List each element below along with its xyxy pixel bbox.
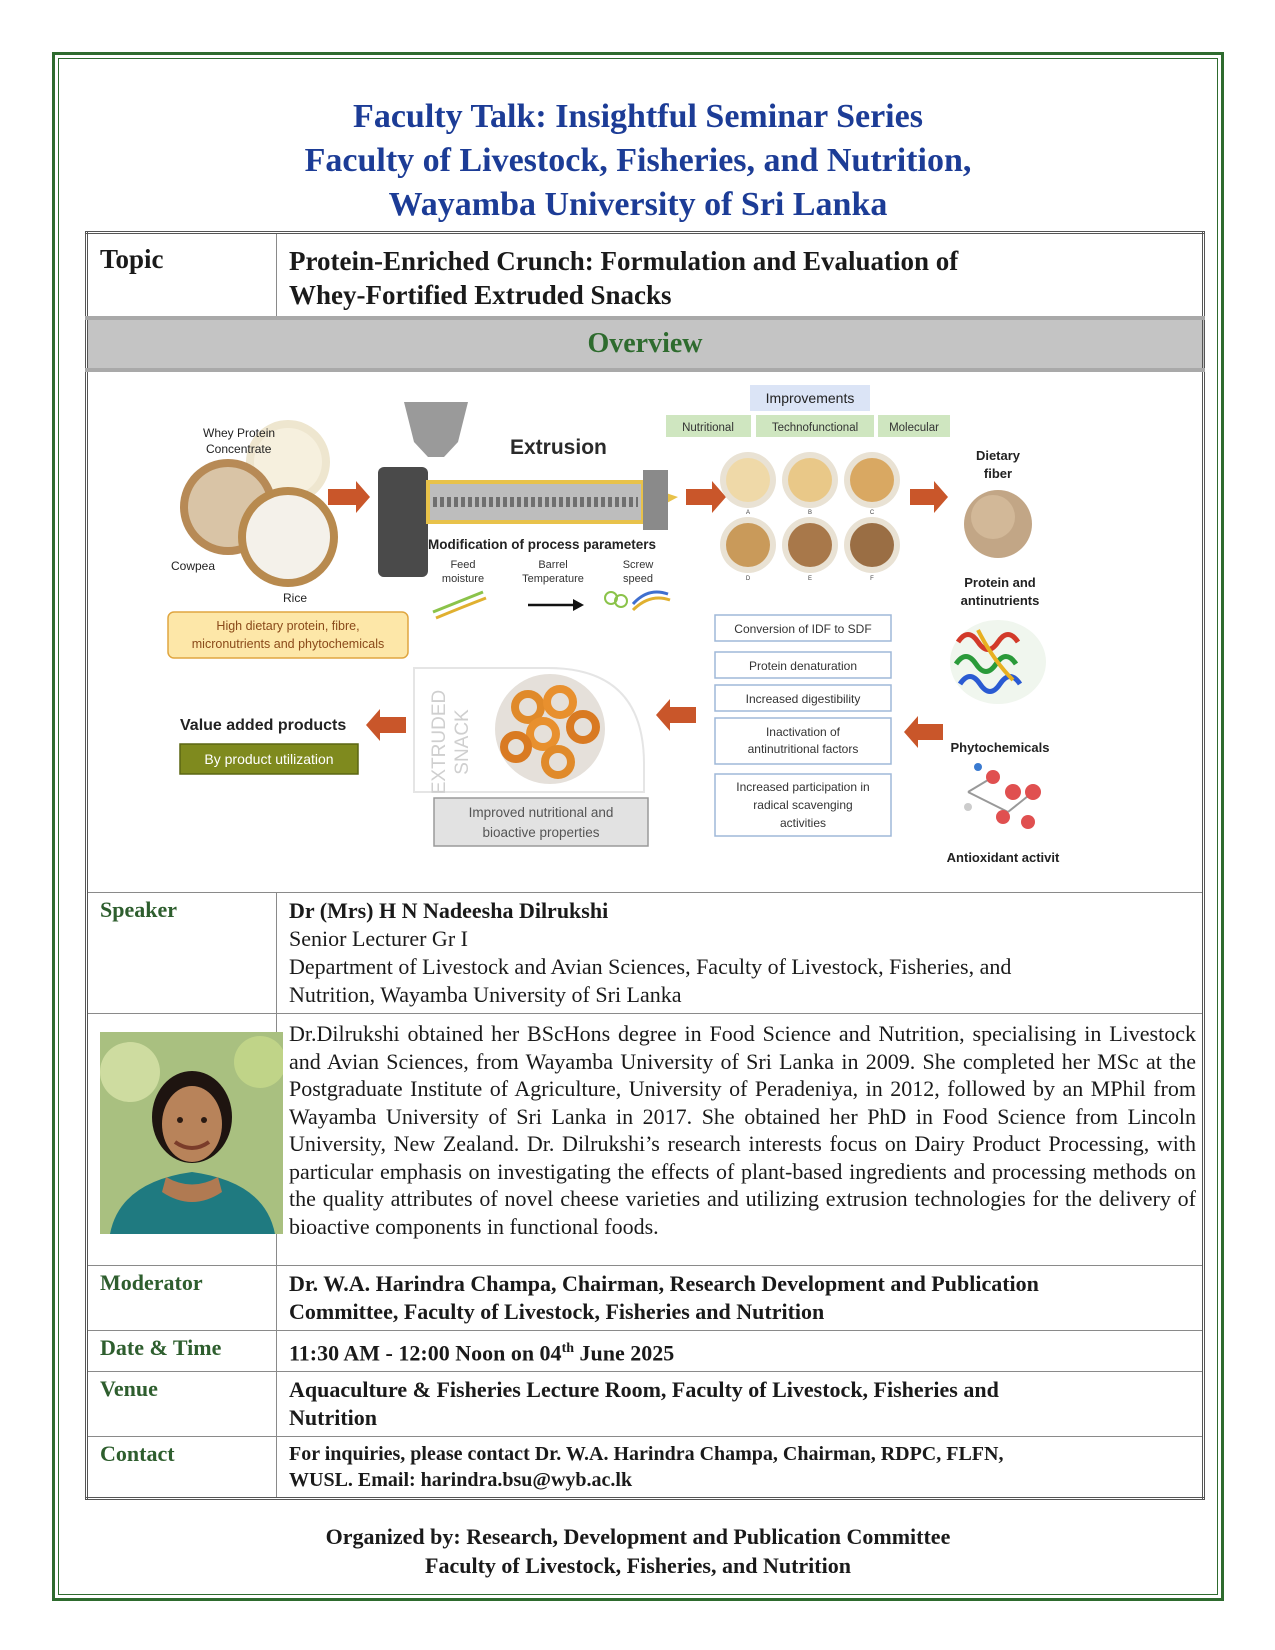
sample-label-b: B — [807, 510, 813, 516]
snack-note-line-1: Improved nutritional and — [468, 805, 614, 820]
process-title: Modification of process parameters — [428, 537, 657, 552]
moderator-line-1: Dr. W.A. Harindra Champa, Chairman, Research Development and Publication — [289, 1271, 1039, 1296]
whey-protein-label: Whey Protein — [203, 426, 276, 440]
param-feed: Feed — [450, 559, 476, 571]
extruded-snack-image — [495, 674, 605, 784]
organizer-footer — [60, 1522, 1216, 1580]
title-line-3: Wayamba University of Sri Lanka — [388, 186, 888, 223]
sample-label-a: A — [745, 510, 751, 516]
speaker-details — [277, 893, 1204, 1014]
extrusion-process-diagram — [88, 372, 1202, 879]
topic-label: Topic — [87, 233, 277, 319]
improvements-title: Improvements — [765, 390, 855, 406]
speaker-photo — [100, 1032, 283, 1234]
overview-figure — [88, 372, 1202, 892]
sample-label-e: E — [807, 576, 813, 582]
speaker-name: Dr (Mrs) H N Nadeesha Dilrukshi — [289, 898, 609, 923]
contact-details — [277, 1437, 1204, 1499]
footer-line-2: Faculty of Livestock, Fisheries, and Nutrition — [425, 1553, 851, 1578]
moderator-label: Moderator — [87, 1266, 277, 1331]
speaker-label: Speaker — [87, 893, 277, 1014]
improvement-molecular: Molecular — [889, 422, 939, 434]
speaker-affiliation-line-1: Department of Livestock and Avian Sciences, Faculty of Livestock, Fisheries, and — [289, 954, 1012, 979]
param-moisture: moisture — [441, 573, 485, 585]
arrow-to-effects — [904, 716, 943, 748]
effect-inactivation-line-2: antinutritional factors — [747, 742, 859, 756]
topic-line-1: Protein-Enriched Crunch: Formulation and Evaluation of — [289, 246, 959, 276]
param-speed: speed — [623, 573, 653, 585]
speaker-position: Senior Lecturer Gr I — [289, 926, 468, 951]
venue-line-2: Nutrition — [289, 1405, 377, 1431]
title-line-1: Faculty Talk: Insightful Seminar Series — [353, 98, 923, 135]
effect-idf-sdf: Conversion of IDF to SDF — [734, 622, 872, 636]
concentrate-label: Concentrate — [206, 442, 272, 456]
extrusion-title: Extrusion — [510, 436, 607, 459]
phytochemicals-label: Phytochemicals — [950, 740, 1050, 755]
sample-label-d: D — [745, 576, 751, 582]
datetime-value — [277, 1331, 1204, 1372]
extruder-die — [643, 470, 668, 530]
rice-label: Rice — [283, 591, 308, 605]
extruder-motor — [378, 467, 428, 577]
arrow-to-samples — [686, 481, 726, 513]
speaker-photo-cell — [87, 1014, 277, 1266]
datetime-month: June 2025 — [574, 1340, 675, 1366]
moderator-details — [277, 1266, 1204, 1331]
contact-label: Contact — [87, 1437, 277, 1499]
datetime-suffix: th — [561, 1341, 575, 1356]
arrow-to-extruder — [328, 481, 370, 513]
datetime-text: 11:30 AM - 12:00 Noon on 04 — [289, 1340, 562, 1366]
improvement-technofunctional: Technofunctional — [771, 422, 859, 434]
protein-label: Protein and — [964, 575, 1036, 590]
sample-label-c: C — [869, 510, 875, 516]
extruder-hopper — [404, 402, 468, 457]
param-temperature: Temperature — [522, 573, 584, 585]
protein-structure-image — [950, 620, 1046, 704]
snack-note-line-2: bioactive properties — [482, 825, 600, 840]
sample-label-f: F — [870, 576, 874, 582]
effect-protein-denaturation: Protein denaturation — [748, 659, 858, 673]
venue-line-1: Aquaculture & Fisheries Lecture Room, Faculty of Livestock, Fisheries and — [289, 1377, 999, 1403]
datetime-label: Date & Time — [87, 1331, 277, 1372]
topic-line-2: Whey-Fortified Extruded Snacks — [289, 280, 672, 310]
seminar-details-table — [85, 231, 1205, 1500]
value-added-title: Value added products — [180, 717, 347, 734]
fiber-label: fiber — [983, 466, 1013, 481]
speaker-affiliation-line-2: Nutrition, Wayamba University of Sri Lanka — [289, 982, 682, 1007]
moderator-line-2: Committee, Faculty of Livestock, Fisheries and Nutrition — [289, 1299, 825, 1324]
effect-radical-line-3: activities — [779, 816, 827, 830]
arrow-to-fiber — [910, 481, 948, 513]
effect-inactivation-line-1: Inactivation of — [765, 725, 841, 739]
venue-details — [277, 1372, 1204, 1437]
improvement-nutritional: Nutritional — [682, 422, 734, 434]
footer-line-1: Organized by: Research, Development and Publication Committee — [325, 1524, 951, 1549]
overview-heading: Overview — [87, 318, 1204, 370]
contact-line-1: For inquiries, please contact Dr. W.A. Harindra Champa, Chairman, RDPC, FLFN, — [289, 1443, 1004, 1466]
overview-figure-cell — [87, 370, 1204, 893]
byproduct-label: By product utilization — [204, 751, 334, 767]
contact-line-2: WUSL. Email: harindra.bsu@wyb.ac.lk — [289, 1469, 633, 1492]
arrow-to-snack — [656, 699, 696, 731]
title-line-2: Faculty of Livestock, Fisheries, and Nutrition, — [304, 142, 972, 179]
topic-value — [277, 233, 1204, 319]
snack-side-line-1: EXTRUDED — [429, 689, 450, 795]
effect-digestibility: Increased digestibility — [745, 692, 861, 706]
param-barrel: Barrel — [538, 559, 568, 571]
venue-label: Venue — [87, 1372, 277, 1437]
dietary-label: Dietary — [975, 448, 1021, 463]
antioxidant-molecule-image — [964, 763, 1041, 829]
cowpea-label: Cowpea — [171, 559, 216, 573]
arrow-to-products — [366, 709, 406, 741]
antinutrients-label: antinutrients — [960, 593, 1040, 608]
effect-radical-line-2: radical scavenging — [753, 798, 853, 812]
ingredient-note-line-1: High dietary protein, fibre, — [216, 619, 360, 633]
speaker-bio: Dr.Dilrukshi obtained her BScHons degree in Food Science and Nutrition, specialising in Livestock and Avian Sciences, from Wayamba University of Sri Lanka in 2009. She completed her MSc at the Postgraduate Institute of Agriculture, University of Peradeniya, in 2012, followed by an MPhil from Wayamba University of Sri Lanka in 2017. She obtained her PhD in Food Science from Lincoln University, New Zealand. Dr. Dilrukshi’s research interests focus on Dairy Product Processing, with particular emphasis on investigating the effects of plant-based ingredients and processing methods on the quality attributes of novel cheese varieties and utilizing extrusion technologies for the delivery of bioactive components in functional foods. — [277, 1014, 1204, 1266]
page-title — [60, 95, 1216, 227]
snack-side-line-2: SNACK — [452, 709, 473, 775]
antioxidant-label: Antioxidant activit — [946, 850, 1060, 865]
effect-radical-line-1: Increased participation in — [736, 780, 870, 794]
param-screw: Screw — [622, 559, 654, 571]
ingredient-note-line-2: micronutrients and phytochemicals — [191, 637, 385, 651]
